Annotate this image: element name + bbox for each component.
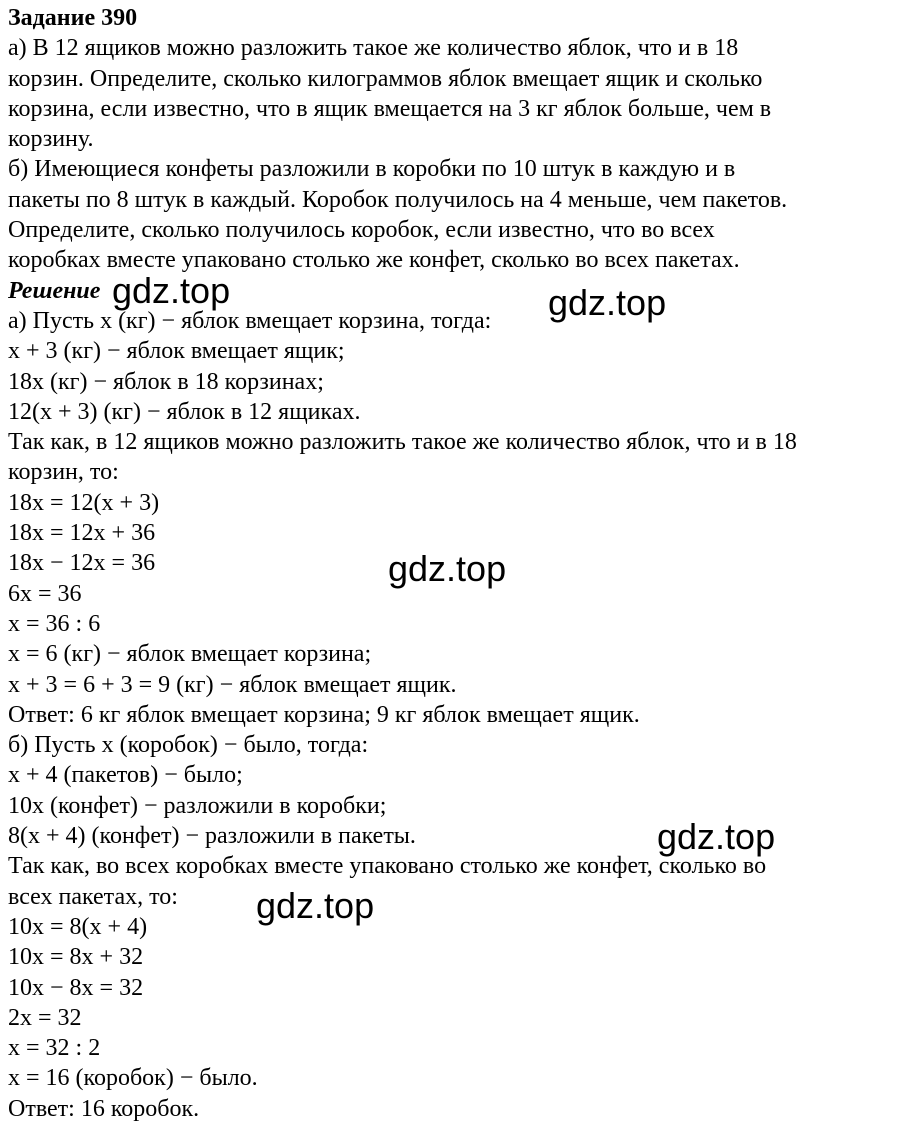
solution-line: 18х = 12(х + 3): [8, 489, 160, 516]
answer-line: Ответ: 16 коробок.: [8, 1095, 200, 1122]
solution-line: корзин, то:: [8, 459, 119, 486]
answer-line: Ответ: 6 кг яблок вмещает корзина; 9 кг яблок вмещает ящик.: [8, 701, 640, 728]
solution-line: 18х = 12х + 36: [8, 520, 156, 547]
solution-line: всех пакетах, то:: [8, 883, 178, 910]
solution-line: 18х (кг) − яблок в 18 корзинах;: [8, 368, 324, 395]
task-title: Задание 390: [8, 5, 138, 31]
solution-line: 10х = 8(х + 4): [8, 913, 148, 940]
solution-line: 10х − 8х = 32: [8, 974, 144, 1001]
watermark: gdz.top: [657, 816, 776, 857]
solution-line: 12(х + 3) (кг) − яблок в 12 ящиках.: [8, 398, 361, 425]
solution-line: х = 6 (кг) − яблок вмещает корзина;: [8, 641, 372, 668]
solution-line: 6х = 36: [8, 580, 82, 607]
task-line: корзин. Определите, сколько килограммов яблок вмещает ящик и сколько: [8, 65, 763, 92]
task-line: Определите, сколько получилось коробок, если известно, что во всех: [8, 217, 715, 244]
solution-line: х + 3 = 6 + 3 = 9 (кг) − яблок вмещает ящик.: [8, 671, 457, 698]
solution-line: х + 4 (пакетов) − было;: [8, 762, 243, 789]
solution-line: 18х − 12х = 36: [8, 550, 156, 577]
solution-line: 8(х + 4) (конфет) − разложили в пакеты.: [8, 823, 416, 850]
watermark: gdz.top: [112, 270, 231, 311]
task-line: а) В 12 ящиков можно разложить такое же количество яблок, что и в 18: [8, 35, 739, 62]
task-line: пакеты по 8 штук в каждый. Коробок получилось на 4 меньше, чем пакетов.: [8, 186, 788, 213]
solution-line: б) Пусть х (коробок) − было, тогда:: [8, 732, 369, 759]
solution-line: х = 16 (коробок) − было.: [8, 1065, 258, 1092]
solution-line: а) Пусть х (кг) − яблок вмещает корзина, тогда:: [8, 307, 492, 334]
watermark: gdz.top: [256, 885, 375, 926]
solution-line: 2х = 32: [8, 1004, 82, 1031]
solution-line: 10х = 8х + 32: [8, 944, 144, 971]
solution-line: х + 3 (кг) − яблок вмещает ящик;: [8, 338, 345, 365]
task-line: корзина, если известно, что в ящик вмещается на 3 кг яблок больше, чем в: [8, 95, 772, 122]
watermark: gdz.top: [548, 282, 667, 323]
task-line: коробках вместе упаковано столько же конфет, сколько во всех пакетах.: [8, 247, 740, 274]
task-line: корзину.: [8, 126, 94, 153]
solution-line: х = 32 : 2: [8, 1035, 101, 1062]
solution-line: Так как, во всех коробках вместе упаковано столько же конфет, сколько во: [8, 853, 767, 880]
solution-line: 10х (конфет) − разложили в коробки;: [8, 792, 387, 819]
solution-body: [8, 306, 900, 1124]
task-line: б) Имеющиеся конфеты разложили в коробки по 10 штук в каждую и в: [8, 156, 736, 183]
solution-line: Так как, в 12 ящиков можно разложить такое же количество яблок, что и в 18: [8, 429, 797, 456]
task-statement: [8, 33, 900, 275]
watermark: gdz.top: [388, 548, 507, 589]
solution-line: х = 36 : 6: [8, 610, 101, 637]
solution-label: Решение: [8, 277, 101, 304]
